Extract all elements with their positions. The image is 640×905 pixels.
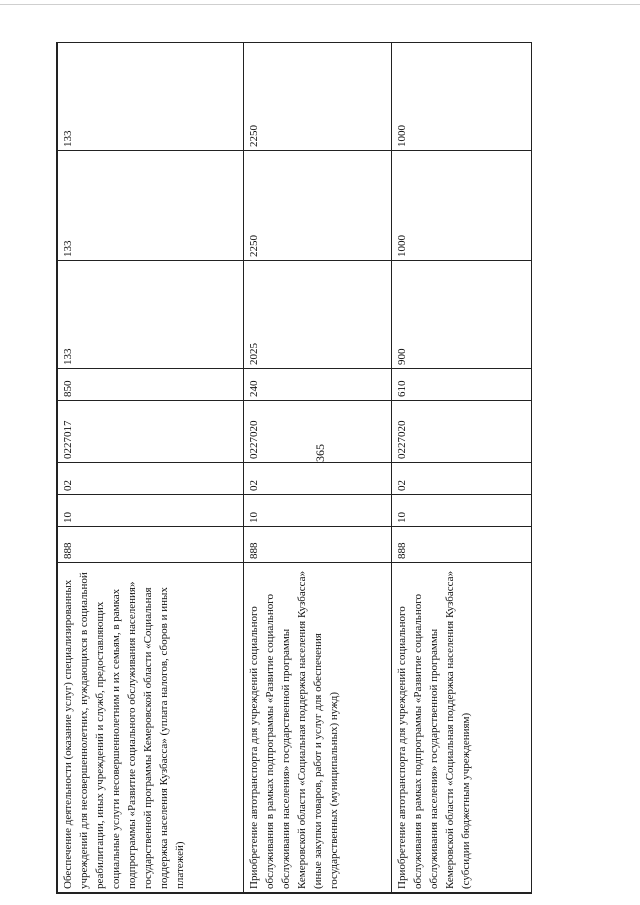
row-description: Обеспечение деятельности (оказание услуг) специализированных учреждений для несовершеннолетних, нуждающихся в социальной реабилитации, иных учреждений и служб, предоставляющих социальные услуги несовершеннолетним и их семьям, в рамках подпрограммы «Развитие социального обслуживания населения» государственной программы Кемеровской области «Социальная поддержка населения Кузбасса» (уплата налогов, сборов и иных платежей) [58, 563, 244, 893]
cell-amount-year-2: 133 [58, 151, 244, 261]
cell-ministry-code: 888 [392, 527, 532, 563]
top-border-line [0, 4, 640, 5]
cell-amount-year-1: 133 [58, 261, 244, 369]
cell-amount-year-3: 2250 [244, 43, 392, 151]
cell-section: 10 [58, 495, 244, 527]
cell-amount-year-3: 1000 [392, 43, 532, 151]
row-description: Приобретение автотранспорта для учреждений социального обслуживания в рамках подпрограммы «Развитие социального обслуживания населения» государственной программы Кемеровской области «Социальная поддержка населения Кузбасса» (иные закупки товаров, работ и услуг для обеспечения государственных (муниципальных) нужд) [244, 563, 392, 893]
cell-expense-type: 610 [392, 369, 532, 401]
cell-expense-type: 850 [58, 369, 244, 401]
cell-ministry-code: 888 [58, 527, 244, 563]
budget-table [56, 42, 532, 894]
row-description: Приобретение автотранспорта для учреждений социального обслуживания в рамках подпрограммы «Развитие социального обслуживания населения» государственной программы Кемеровской области «Социальная поддержка населения Кузбасса» (субсидии бюджетным учреждениям) [392, 563, 532, 893]
table-row [58, 43, 244, 893]
cell-expense-type: 240 [244, 369, 392, 401]
cell-target-article: 0227017 [58, 401, 244, 463]
cell-section: 10 [392, 495, 532, 527]
cell-ministry-code: 888 [244, 527, 392, 563]
table-row [244, 43, 392, 893]
cell-target-article: 0227020 [244, 401, 392, 463]
cell-subsection: 02 [58, 463, 244, 495]
page-number: 365 [313, 444, 327, 462]
cell-amount-year-2: 2250 [244, 151, 392, 261]
cell-section: 10 [244, 495, 392, 527]
table-row [392, 43, 532, 893]
cell-amount-year-1: 2025 [244, 261, 392, 369]
cell-subsection: 02 [244, 463, 392, 495]
cell-target-article: 0227020 [392, 401, 532, 463]
cell-amount-year-1: 900 [392, 261, 532, 369]
cell-subsection: 02 [392, 463, 532, 495]
cell-amount-year-2: 1000 [392, 151, 532, 261]
budget-grid [57, 42, 532, 893]
rotated-table-body [57, 43, 531, 893]
cell-amount-year-3: 133 [58, 43, 244, 151]
